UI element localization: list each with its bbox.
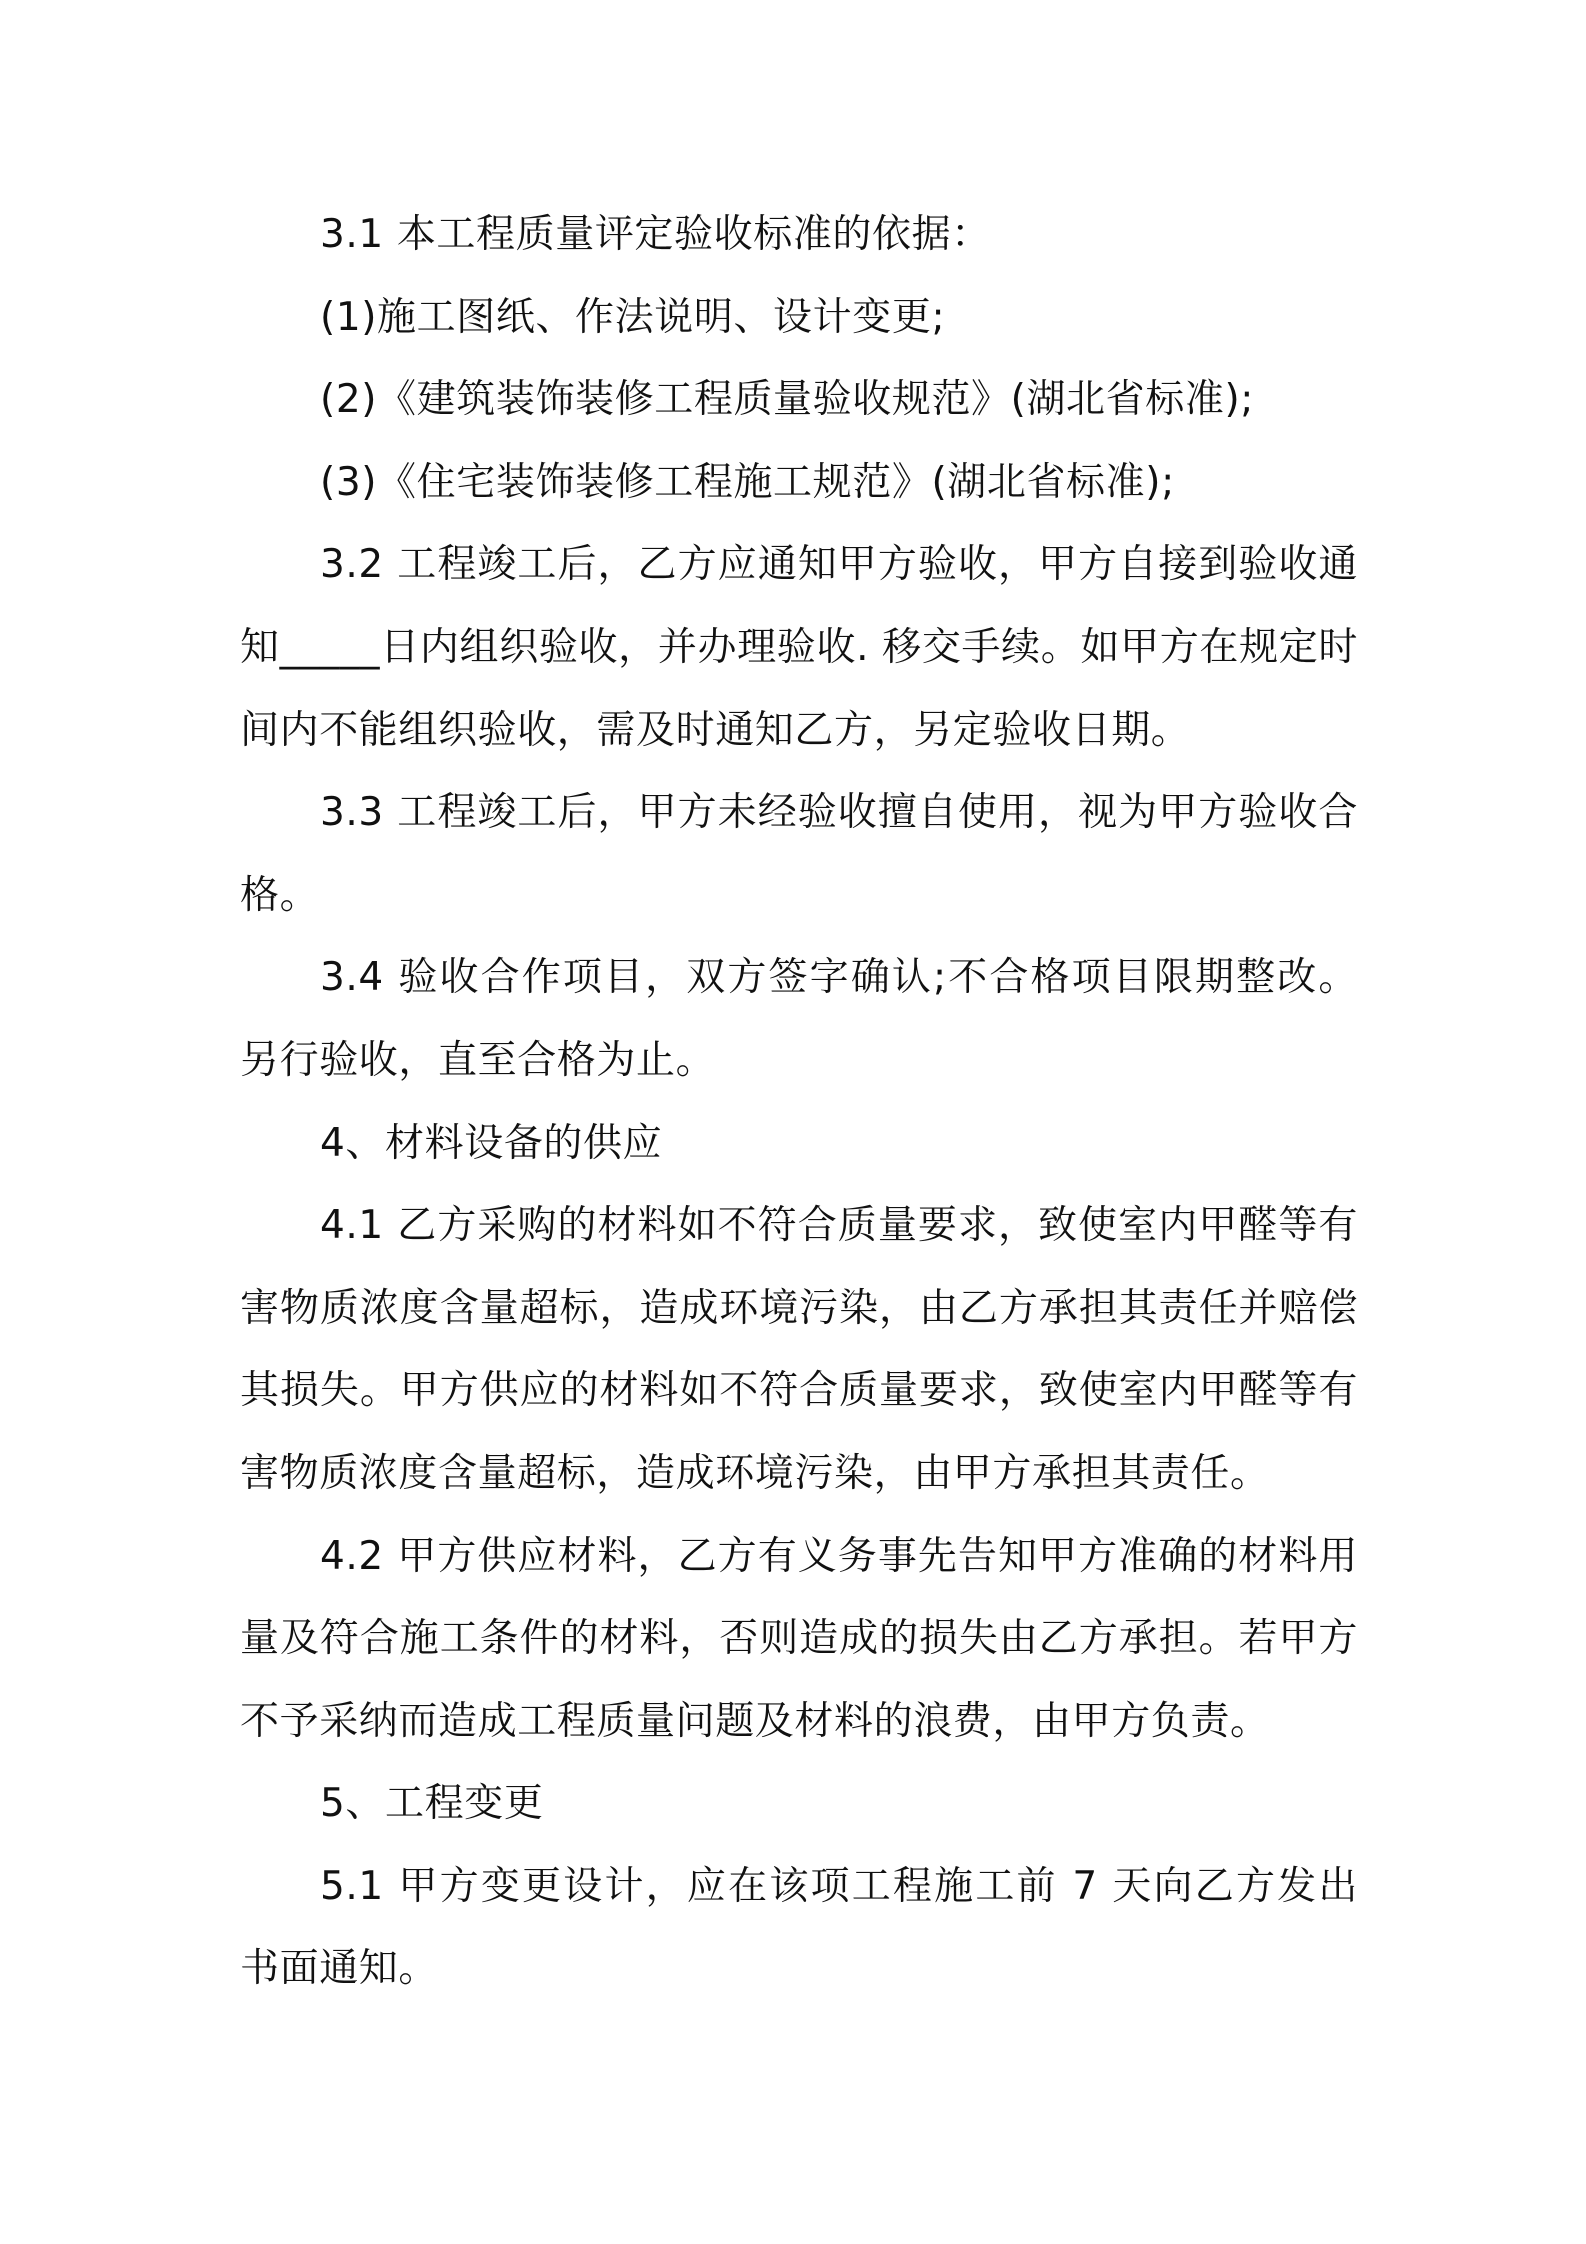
- paragraph-3-1-item-1: (1)施工图纸、作法说明、设计变更;: [320, 294, 946, 340]
- paragraph-5-1: 5.1 甲方变更设计，应在该项工程施工前 7 天向乙方发出书面通知。: [240, 1863, 1358, 1992]
- section-heading-4: 4、材料设备的供应: [320, 1120, 663, 1166]
- paragraph-4-1: 4.1 乙方采购的材料如不符合质量要求，致使室内甲醛等有害物质浓度含量超标，造成环境污染，由乙方承担其责任并赔偿其损失。甲方供应的材料如不符合质量要求，致使室内甲醛等有害物质浓度含量超标，造成环境污染，由甲方承担其责任。: [240, 1203, 1358, 1496]
- paragraph-3-1: 3.1 本工程质量评定验收标准的依据：: [320, 212, 991, 257]
- paragraph-3-1-item-2: (2)《建筑装饰装修工程质量验收规范》(湖北省标准);: [320, 377, 1255, 423]
- paragraph-3-3: 3.3 工程竣工后，甲方未经验收擅自使用，视为甲方验收合格。: [240, 790, 1358, 918]
- paragraph-3-2: 3.2 工程竣工后，乙方应通知甲方验收，甲方自接到验收通知_____日内组织验收，并办理验收. 移交手续。如甲方在规定时间内不能组织验收，需及时通知乙方，另定验收日期。: [240, 542, 1358, 753]
- section-heading-5: 5、工程变更: [320, 1781, 544, 1827]
- document-body: [240, 194, 1358, 2011]
- paragraph-3-4: 3.4 验收合作项目，双方签字确认;不合格项目限期整改。另行验收，直至合格为止。: [240, 955, 1358, 1083]
- paragraph-4-2: 4.2 甲方供应材料，乙方有义务事先告知甲方准确的材料用量及符合施工条件的材料，否则造成的损失由乙方承担。若甲方不予采纳而造成工程质量问题及材料的浪费，由甲方负责。: [240, 1533, 1358, 1744]
- paragraph-3-1-item-3: (3)《住宅装饰装修工程施工规范》(湖北省标准);: [320, 459, 1175, 505]
